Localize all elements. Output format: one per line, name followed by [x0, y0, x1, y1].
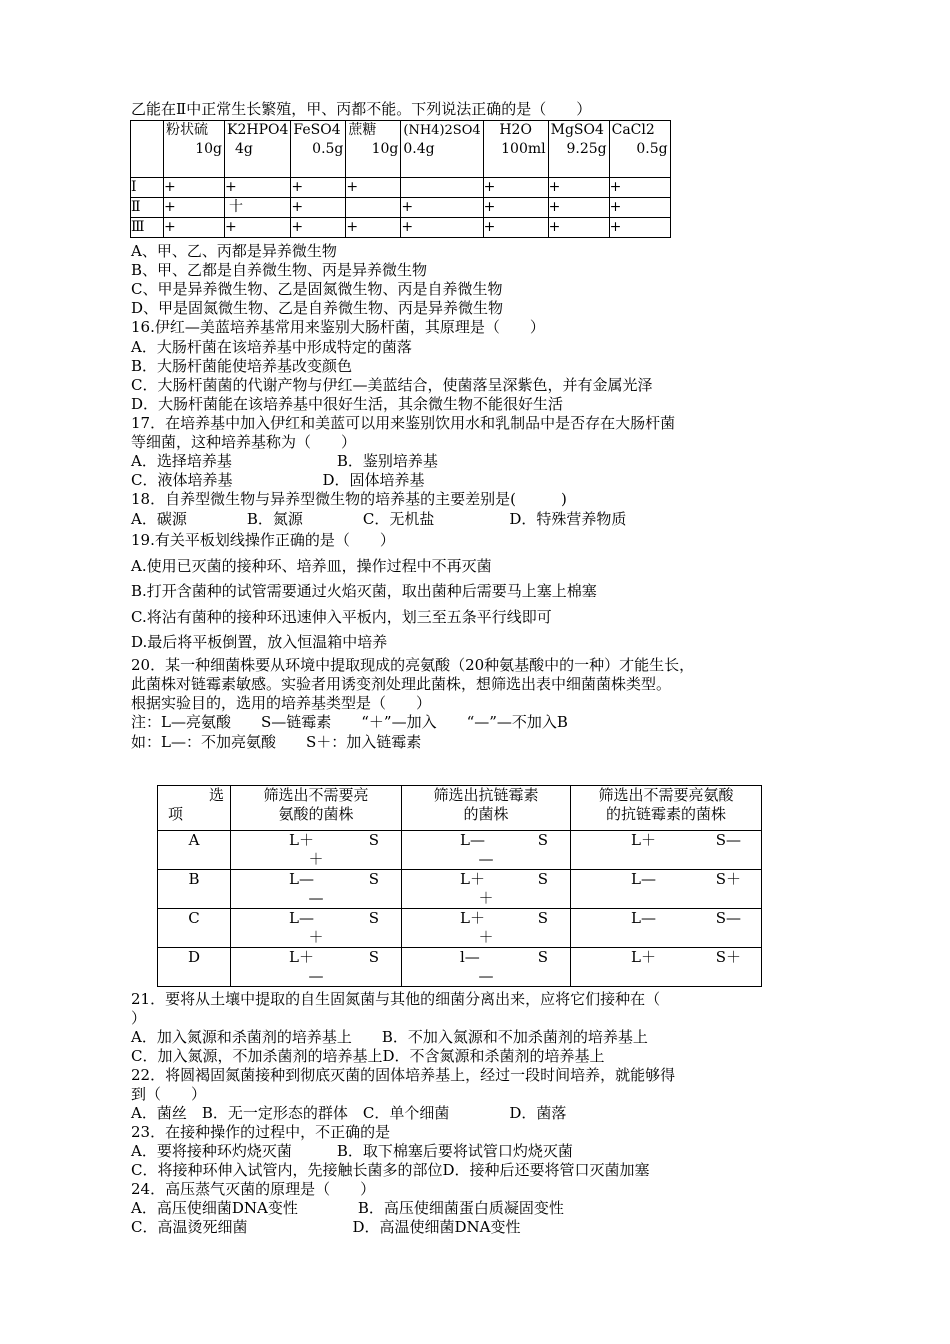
row-label: Ⅱ [131, 198, 164, 218]
option-text: C．大肠杆菌菌的代谢产物与伊红—美蓝结合，使菌落呈深紫色，并有金属光泽 [131, 376, 653, 394]
option-text: B．大肠杆菌能使培养基改变颜色 [131, 357, 353, 375]
option-label: A [158, 831, 231, 870]
table-cell: L— S— [571, 909, 762, 948]
option-text: A．高压使细菌DNA变性 B．高压使细菌蛋白质凝固变性 [131, 1199, 564, 1217]
table-row [158, 831, 762, 870]
header-cell: 筛选出不需要亮氨酸 的抗链霉素的菌株 [571, 786, 762, 831]
table-corner-cell [131, 121, 164, 178]
option-text: D.最后将平板倒置，放入恒温箱中培养 [131, 633, 388, 651]
table-cell: + [164, 198, 225, 218]
option-text: A．大肠杆菌在该培养基中形成特定的菌落 [131, 338, 412, 356]
table-cell [401, 178, 483, 198]
option-text: A．碳源 B．氮源 C．无机盐 D．特殊营养物质 [131, 510, 627, 528]
question-note: 如：L—：不加亮氨酸 S＋：加入链霉素 [131, 733, 422, 751]
table-cell: L＋ S ＋ [402, 870, 571, 909]
row-label: Ⅰ [131, 178, 164, 198]
table-cell: L＋ S＋ [571, 948, 762, 987]
option-text: C．将接种环伸入试管内，先接触长菌多的部位D．接种后还要将管口灭菌加塞 [131, 1161, 650, 1179]
question-stem: 23．在接种操作的过程中，不正确的是 [131, 1123, 391, 1141]
question-stem: 17．在培养基中加入伊红和美蓝可以用来鉴别饮用水和乳制品中是否存在大肠杆菌 [131, 414, 676, 432]
table-cell: L— S ＋ [231, 909, 402, 948]
medium-composition-table [130, 120, 671, 238]
table-cell: + [291, 178, 346, 198]
table-cell: + [483, 178, 548, 198]
table-cell: + [346, 178, 401, 198]
question-stem: 18．自养型微生物与异养型微生物的培养基的主要差别是( ) [131, 490, 567, 508]
header-cell: (NH4)2SO4 0.4g [401, 121, 483, 178]
table-cell: + [346, 218, 401, 238]
table-cell: + [548, 198, 609, 218]
table-cell: L＋ S— [571, 831, 762, 870]
table-cell: + [548, 218, 609, 238]
table-cell: + [291, 198, 346, 218]
option-label: C [158, 909, 231, 948]
table-cell: + [164, 178, 225, 198]
table-row [131, 218, 671, 238]
table-row [158, 948, 762, 987]
header-cell: 粉状硫 10g [164, 121, 225, 178]
table-cell: + [164, 218, 225, 238]
question-stem: 19.有关平板划线操作正确的是（ ） [131, 531, 395, 549]
table-cell: L— S — [231, 870, 402, 909]
question-stem: 20．某一种细菌株要从环境中提取现成的亮氨酸（20种氨基酸中的一种）才能生长， [131, 656, 695, 674]
question-stem: 根据实验目的，选用的培养基类型是（ ） [131, 694, 432, 712]
header-cell: 筛选出不需要亮 氨酸的菌株 [231, 786, 402, 831]
option-text: C．加入氮源，不加杀菌剂的培养基上D．不含氮源和杀菌剂的培养基上 [131, 1047, 605, 1065]
table-cell: 十 [225, 198, 291, 218]
table-cell: L＋ S — [231, 948, 402, 987]
table-row [131, 198, 671, 218]
table-row [158, 909, 762, 948]
option-text: D．大肠杆菌能在该培养基中很好生活，其余微生物不能很好生活 [131, 395, 564, 413]
strain-selection-table [157, 785, 762, 987]
header-cell: MgSO4 9.25g [548, 121, 609, 178]
option-label: B [158, 870, 231, 909]
table-cell: + [609, 198, 670, 218]
table-cell: + [401, 198, 483, 218]
option-text: A．加入氮源和杀菌剂的培养基上 B．不加入氮源和不加杀菌剂的培养基上 [131, 1028, 648, 1046]
option-text: B.打开含菌种的试管需要通过火焰灭菌，取出菌种后需要马上塞上棉塞 [131, 582, 597, 600]
option-text: D、甲是固氮微生物、乙是自养微生物、丙是异养微生物 [131, 299, 504, 317]
table-header-row [158, 786, 762, 831]
question-stem: 此菌株对链霉素敏感。实验者用诱变剂处理此菌株，想筛选出表中细菌菌株类型。 [131, 675, 672, 693]
option-text: A．要将接种环灼烧灭菌 B．取下棉塞后要将试管口灼烧灭菌 [131, 1142, 573, 1160]
header-cell: 蔗糖 10g [346, 121, 401, 178]
question-note: 注：L—亮氨酸 S—链霉素 “＋”—加入 “—”—不加入B [131, 713, 568, 731]
table-cell: l— S — [402, 948, 571, 987]
table-cell: + [483, 218, 548, 238]
header-cell: 筛选出抗链霉素 的菌株 [402, 786, 571, 831]
option-text: C、甲是异养微生物、乙是固氮微生物、丙是自养微生物 [131, 280, 503, 298]
table-corner-cell: 选 项 [158, 786, 231, 831]
question-stem: 16.伊红—美蓝培养基常用来鉴别大肠杆菌，其原理是（ ） [131, 318, 545, 336]
option-text: A.使用已灭菌的接种环、培养皿，操作过程中不再灭菌 [131, 557, 492, 575]
header-cell: H2O 100ml [483, 121, 548, 178]
question-stem: 到（ ） [131, 1085, 207, 1103]
option-text: A、甲、乙、丙都是异养微生物 [131, 242, 337, 260]
option-text: A．菌丝 B．无一定形态的群体 C．单个细菌 D．菌落 [131, 1104, 567, 1122]
table-header-row [131, 121, 671, 178]
table-cell: L— S — [402, 831, 571, 870]
option-text: C．高温烫死细菌 D．高温使细菌DNA变性 [131, 1218, 521, 1236]
row-label: Ⅲ [131, 218, 164, 238]
table-cell: L＋ S ＋ [402, 909, 571, 948]
question-stem: 等细菌，这种培养基称为（ ） [131, 433, 357, 451]
option-label: D [158, 948, 231, 987]
table-cell: L＋ S ＋ [231, 831, 402, 870]
option-text: B、甲、乙都是自养微生物、丙是异养微生物 [131, 261, 428, 279]
table-cell: + [609, 178, 670, 198]
table-cell: L— S＋ [571, 870, 762, 909]
table-cell: + [225, 178, 291, 198]
table-cell: + [483, 198, 548, 218]
table-cell: + [291, 218, 346, 238]
table-cell: + [548, 178, 609, 198]
header-cell: K2HPO4 4g [225, 121, 291, 178]
option-text: C.将沾有菌种的接种环迅速伸入平板内，划三至五条平行线即可 [131, 608, 552, 626]
table-cell: + [401, 218, 483, 238]
table-row [131, 178, 671, 198]
table-row [158, 870, 762, 909]
question-intro: 乙能在Ⅱ中正常生长繁殖，甲、丙都不能。下列说法正确的是（ ） [131, 100, 592, 118]
table-cell [346, 198, 401, 218]
question-stem: ） [131, 1009, 147, 1027]
table-cell: + [609, 218, 670, 238]
option-text: C．液体培养基 D．固体培养基 [131, 471, 425, 489]
header-cell: CaCl2 0.5g [609, 121, 670, 178]
question-stem: 22．将圆褐固氮菌接种到彻底灭菌的固体培养基上，经过一段时间培养，就能够得 [131, 1066, 676, 1084]
question-stem: 21．要将从土壤中提取的自生固氮菌与其他的细菌分离出来，应将它们接种在（ [131, 990, 661, 1008]
header-cell: FeSO4 0.5g [291, 121, 346, 178]
question-stem: 24．高压蒸气灭菌的原理是（ ） [131, 1180, 376, 1198]
option-text: A．选择培养基 B．鉴别培养基 [131, 452, 438, 470]
table-cell: + [225, 218, 291, 238]
